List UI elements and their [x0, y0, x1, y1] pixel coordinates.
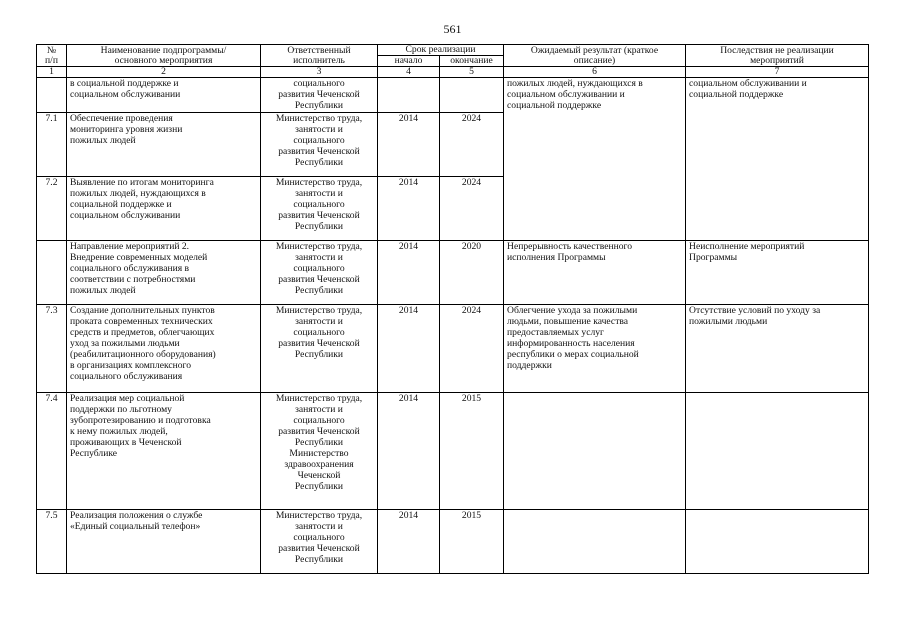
cell-end: 2024	[440, 177, 504, 241]
col-number: 5	[440, 67, 504, 78]
col-number: 7	[686, 67, 869, 78]
cell-executor: Министерство труда, занятости и социального развития Чеченской Республики	[261, 510, 378, 574]
cell-num: 7.4	[37, 393, 67, 510]
cell-start: 2014	[378, 393, 440, 510]
table-row	[37, 78, 869, 113]
cell-result: Непрерывность качественного исполнения Программы	[504, 241, 686, 305]
header-row	[37, 45, 869, 56]
header-num: № п/п	[37, 45, 67, 67]
cell-name: Выявление по итогам мониторинга пожилых людей, нуждающихся в социальной поддержке и социальном обслуживании	[67, 177, 261, 241]
cell-start: 2014	[378, 113, 440, 177]
table-row	[37, 241, 869, 305]
cell-result: Облегчение ухода за пожилыми людьми, повышение качества предоставляемых услуг информированность населения республики о мерах социальной поддержки	[504, 305, 686, 393]
cell-end	[440, 78, 504, 113]
cell-consequence: Неисполнение мероприятий Программы	[686, 241, 869, 305]
cell-end: 2024	[440, 305, 504, 393]
cell-end: 2024	[440, 113, 504, 177]
cell-consequence	[686, 393, 869, 510]
cell-end: 2020	[440, 241, 504, 305]
cell-name: Направление мероприятий 2. Внедрение современных моделей социального обслуживания в соответствии с потребностями пожилых людей	[67, 241, 261, 305]
table-row	[37, 510, 869, 574]
cell-executor: Министерство труда, занятости и социального развития Чеченской Республики	[261, 177, 378, 241]
cell-executor: социального развития Чеченской Республики	[261, 78, 378, 113]
header-start: начало	[378, 56, 440, 67]
column-number-row	[37, 67, 869, 78]
col-number: 6	[504, 67, 686, 78]
cell-executor: Министерство труда, занятости и социального развития Чеченской Республики Министерство здравоохранения Чеченской Республики	[261, 393, 378, 510]
cell-end: 2015	[440, 393, 504, 510]
table-row	[37, 393, 869, 510]
cell-num: 7.5	[37, 510, 67, 574]
page-number: 561	[443, 22, 462, 36]
cell-result	[504, 393, 686, 510]
header-end: окончание	[440, 56, 504, 67]
col-number: 2	[67, 67, 261, 78]
cell-consequence	[686, 510, 869, 574]
cell-executor: Министерство труда, занятости и социального развития Чеченской Республики	[261, 305, 378, 393]
cell-name: Обеспечение проведения мониторинга уровня жизни пожилых людей	[67, 113, 261, 177]
header-consequence: Последствия не реализации мероприятий	[686, 45, 869, 67]
header-result: Ожидаемый результат (краткое описание)	[504, 45, 686, 67]
cell-start: 2014	[378, 241, 440, 305]
program-table	[36, 44, 869, 574]
col-number: 4	[378, 67, 440, 78]
cell-num: 7.2	[37, 177, 67, 241]
cell-num: 7.3	[37, 305, 67, 393]
cell-name: в социальной поддержке и социальном обслуживании	[67, 78, 261, 113]
cell-num	[37, 241, 67, 305]
cell-executor: Министерство труда, занятости и социального развития Чеченской Республики	[261, 113, 378, 177]
cell-executor: Министерство труда, занятости и социального развития Чеченской Республики	[261, 241, 378, 305]
cell-start: 2014	[378, 510, 440, 574]
header-name: Наименование подпрограммы/ основного мероприятия	[67, 45, 261, 67]
cell-start: 2014	[378, 305, 440, 393]
cell-start: 2014	[378, 177, 440, 241]
header-period: Срок реализации	[378, 45, 504, 56]
cell-result	[504, 510, 686, 574]
col-number: 1	[37, 67, 67, 78]
cell-name: Реализация мер социальной поддержки по льготному зубопротезированию и подготовка к нему пожилых людей, проживающих в Чеченской Республике	[67, 393, 261, 510]
cell-result: пожилых людей, нуждающихся в социальном обслуживании и социальной поддержке	[504, 78, 686, 241]
header-executor: Ответственный исполнитель	[261, 45, 378, 67]
cell-num: 7.1	[37, 113, 67, 177]
table-row	[37, 305, 869, 393]
col-number: 3	[261, 67, 378, 78]
cell-consequence: Отсутствие условий по уходу за пожилыми людьми	[686, 305, 869, 393]
cell-num	[37, 78, 67, 113]
cell-end: 2015	[440, 510, 504, 574]
cell-consequence: социальном обслуживании и социальной поддержке	[686, 78, 869, 241]
cell-start	[378, 78, 440, 113]
cell-name: Реализация положения о службе «Единый социальный телефон»	[67, 510, 261, 574]
cell-name: Создание дополнительных пунктов проката современных технических средств и предметов, облегчающих уход за пожилыми людьми (реабилитационного оборудования) в организациях комплексного социального обслуживания	[67, 305, 261, 393]
